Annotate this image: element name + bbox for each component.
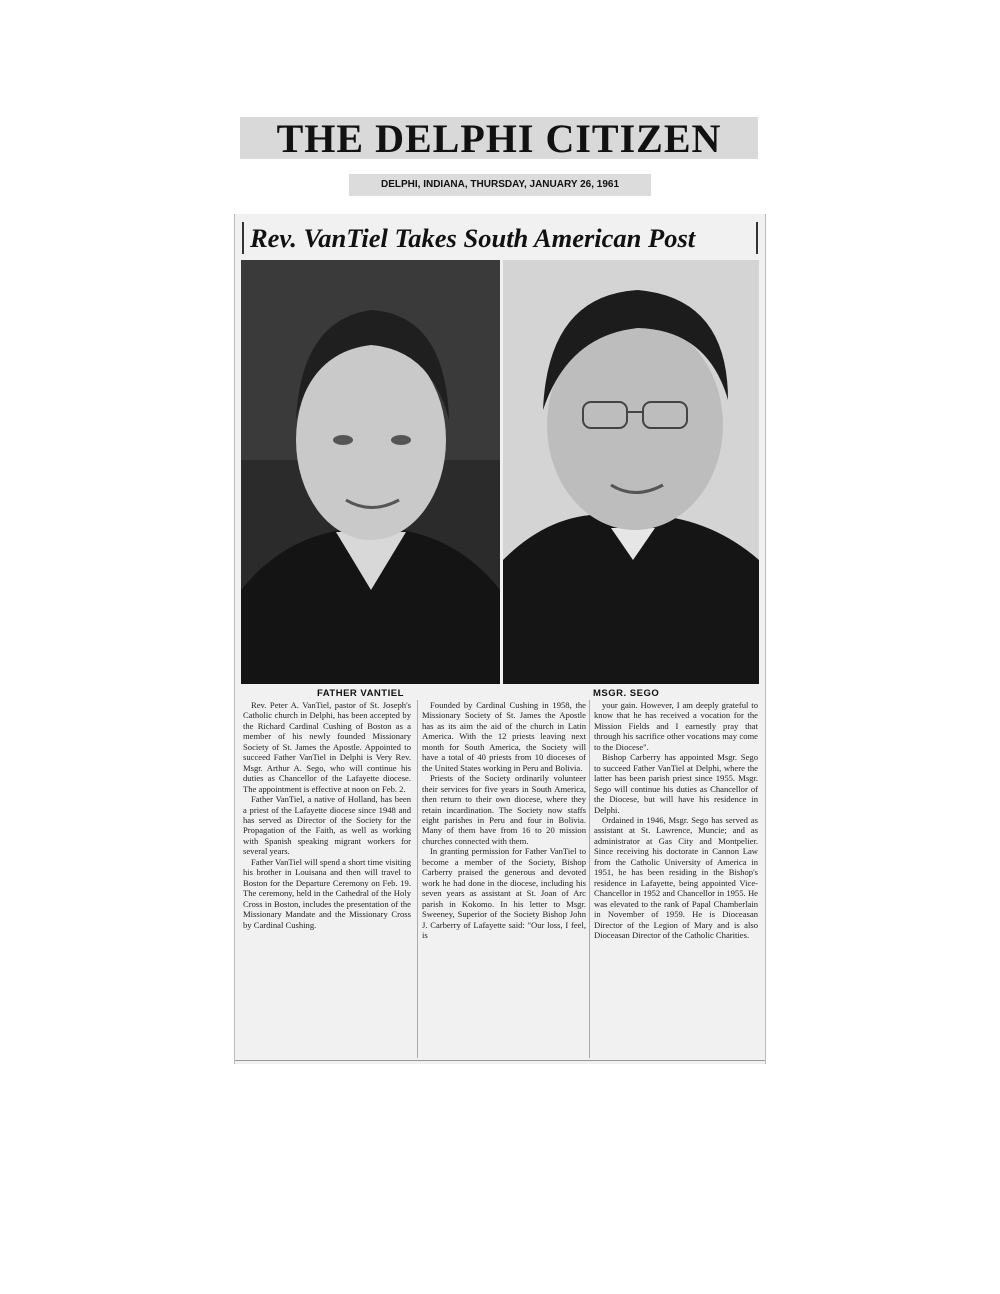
paragraph: Founded by Cardinal Cushing in 1958, the Missionary Society of St. James the Apostle has as its aim the aid of the church in Latin America. With the 12 priests leaving next month for South America, the Society will have a total of 40 priests from 10 dioceses of the United States working in Peru and Bolivia.	[422, 700, 586, 773]
article-column-2	[417, 700, 586, 1058]
portrait-photo-icon	[503, 260, 759, 684]
portrait-photo-icon	[241, 260, 500, 684]
article-column-3	[589, 700, 758, 1058]
article-headline: Rev. VanTiel Takes South American Post	[242, 222, 758, 254]
paragraph: Father VanTiel, a native of Holland, has been a priest of the Lafayette diocese since 1948 and has served as Director of the Society for the Propagation of the Faith, as well as working with Spanish speaking migrant workers for several years.	[243, 794, 411, 857]
paragraph: Rev. Peter A. VanTiel, pastor of St. Joseph's Catholic church in Delphi, has been accepted by the Richard Cardinal Cushing of Boston as a member of his newly founded Missionary Society of St. James the Apostle. Appointed to succeed Father VanTiel in Delphi is Very Rev. Msgr. Arthur A. Sego, who will continue his duties as Chancellor of the Lafayette diocese. The appointment is effective at noon on Feb. 2.	[243, 700, 411, 794]
portrait-photo-left	[241, 260, 500, 684]
paragraph: Priests of the Society ordinarily volunteer their services for five years in South America, then return to their own diocese, where they retain incardination. The Society now staffs eight parishes in Peru and four in Bolivia. Many of them have from 16 to 20 mission churches connected with them.	[422, 773, 586, 846]
article-column-1	[243, 700, 411, 1058]
paragraph: In granting permission for Father VanTiel to become a member of the Society, Bishop Carberry praised the generous and devoted work he had done in the diocese, including his seven years as assistant at St. Joan of Arc parish in Kokomo. In his letter to Msgr. Sweeney, Superior of the Society Bishop John J. Carberry of Lafayette said: "Our loss, I feel, is	[422, 846, 586, 940]
dateline: DELPHI, INDIANA, THURSDAY, JANUARY 26, 1961	[349, 174, 651, 196]
paragraph: Father VanTiel will spend a short time visiting his brother in Louisana and then will travel to Boston for the Departure Ceremony on Feb. 19. The ceremony, held in the Cathedral of the Holy Cross in Boston, includes the presentation of the Missionary Mandate and the Missionary Cross by Cardinal Cushing.	[243, 856, 411, 930]
portrait-photo-right	[503, 260, 759, 684]
photo-caption-left: FATHER VANTIEL	[317, 688, 404, 699]
article-clipping	[234, 214, 766, 1064]
paragraph: Bishop Carberry has appointed Msgr. Sego to succeed Father VanTiel at Delphi, where the latter has been parish priest since 1955. Msgr. Sego will continue his duties as Chancellor of the Diocese, but will have his residence in Delphi.	[594, 752, 758, 815]
newspaper-title: THE DELPHI CITIZEN	[276, 116, 722, 161]
paragraph: your gain. However, I am deeply grateful to know that he has received a vocation for the Mission Fields and I earnestly pray that through his sacrifice other vocations may come to the Diocese".	[594, 700, 758, 752]
paragraph: Ordained in 1946, Msgr. Sego has served as assistant at St. Lawrence, Muncie; and as administrator at Gas City and Montpelier. Since receiving his doctorate in Cannon Law from the Catholic University of America in 1951, he has been residing in the Bishop's residence in Lafayette, being appointed Vice-Chancellor in 1952 and Chancellor in 1955. He was elevated to the rank of Papal Chamberlain in November of 1959. He is Dioceasan Director of the Legion of Mary and is also Dioceasan Director of the Catholic Charities.	[594, 814, 758, 940]
clipping-bottom-rule	[235, 1060, 765, 1061]
photo-caption-right: MSGR. SEGO	[593, 688, 660, 699]
masthead	[240, 117, 758, 159]
